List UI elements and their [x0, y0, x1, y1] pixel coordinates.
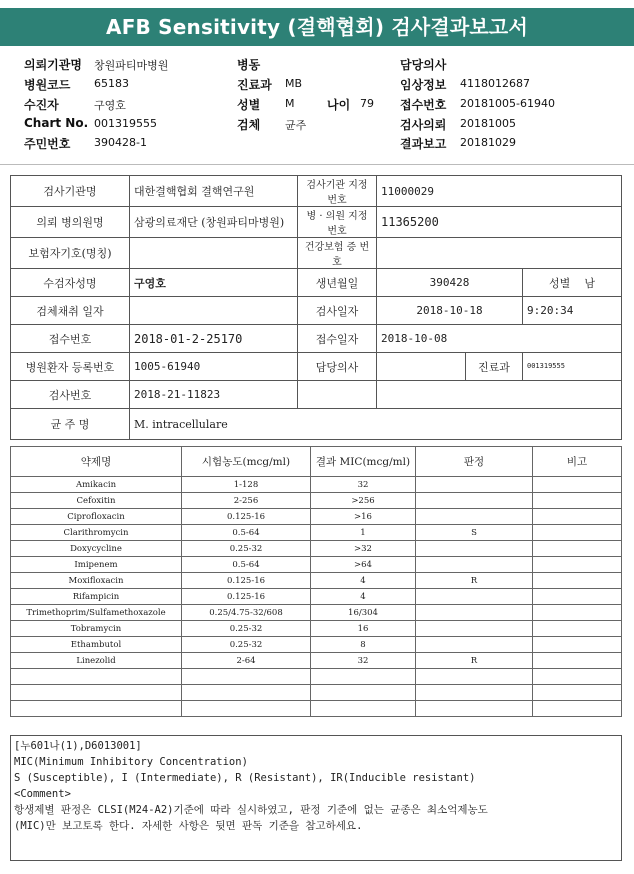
- code-label: 병원코드: [24, 78, 71, 92]
- range-cell: 0.25-32: [182, 621, 311, 637]
- hosp-reg-value: 1005-61940: [130, 353, 298, 381]
- range-cell: 0.125-16: [182, 573, 311, 589]
- interp-cell: [416, 509, 533, 525]
- patient-header: [0, 46, 634, 164]
- drug-cell: Imipenem: [11, 557, 182, 573]
- resident-value: 390428-1: [94, 136, 147, 149]
- interp-cell: [416, 557, 533, 573]
- interp-cell: [416, 621, 533, 637]
- remark-cell: [533, 525, 622, 541]
- col-range: 시험농도(mcg/ml): [182, 447, 311, 477]
- resident-label: 주민번호: [24, 137, 71, 151]
- table-row: [11, 653, 622, 669]
- drug-cell: Doxycycline: [11, 541, 182, 557]
- age-label: 나이: [327, 98, 351, 112]
- drug-cell: [11, 701, 182, 717]
- results-table: [10, 446, 622, 717]
- remark-cell: [533, 701, 622, 717]
- hospital-label: 의뢰기관명: [24, 58, 82, 72]
- health-label: 건강보험 증 번 호: [298, 238, 377, 269]
- table-row: [11, 621, 622, 637]
- receipt-date-value: 2018-10-08: [377, 325, 622, 353]
- clinical-label: 임상정보: [400, 78, 447, 92]
- range-cell: 0.125-16: [182, 589, 311, 605]
- remark-cell: [533, 477, 622, 493]
- drug-cell: Trimethoprim/Sulfamethoxazole: [11, 605, 182, 621]
- request-value: 20181005: [460, 117, 516, 130]
- organism-label: 균 주 명: [11, 409, 130, 440]
- collect-value: [130, 297, 298, 325]
- table-row: [11, 573, 622, 589]
- interp-cell: [416, 685, 533, 701]
- mic-cell: 8: [311, 637, 416, 653]
- range-cell: 0.25-32: [182, 637, 311, 653]
- form-doctor-label: 담당의사: [298, 353, 377, 381]
- range-cell: [182, 669, 311, 685]
- remark-cell: [533, 557, 622, 573]
- note-line: MIC(Minimum Inhibitory Concentration): [14, 756, 248, 768]
- table-row: [11, 493, 622, 509]
- ward-label: 병동: [237, 58, 261, 72]
- request-label: 검사의뢰: [400, 118, 447, 132]
- insured-value: [130, 238, 298, 269]
- drug-cell: Amikacin: [11, 477, 182, 493]
- doctor-label: 담당의사: [400, 58, 447, 72]
- age-value: 79: [360, 97, 374, 110]
- req-code-value: 11365200: [377, 207, 622, 238]
- range-cell: 1-128: [182, 477, 311, 493]
- table-row: [11, 701, 622, 717]
- interp-cell: [416, 605, 533, 621]
- test-date-value: 2018-10-18: [377, 297, 523, 325]
- patient-label: 수진자: [24, 98, 59, 112]
- range-cell: 0.125-16: [182, 509, 311, 525]
- birth-value: 390428: [377, 269, 523, 297]
- specimen-label: 검체: [237, 118, 261, 132]
- range-cell: 2-256: [182, 493, 311, 509]
- remark-cell: [533, 637, 622, 653]
- room-label: 진료과: [466, 353, 523, 381]
- interp-cell: [416, 541, 533, 557]
- test-date-label: 검사일자: [298, 297, 377, 325]
- drug-cell: Clarithromycin: [11, 525, 182, 541]
- range-cell: [182, 701, 311, 717]
- mic-cell: 32: [311, 477, 416, 493]
- sex-value: M: [285, 97, 295, 110]
- interp-cell: S: [416, 525, 533, 541]
- form-doctor-value: [377, 353, 466, 381]
- mic-cell: >16: [311, 509, 416, 525]
- range-cell: 0.5-64: [182, 525, 311, 541]
- specimen-value: 균주: [285, 119, 307, 132]
- lab-value: 대한결핵협회 결핵연구원: [130, 176, 298, 207]
- mic-cell: 4: [311, 573, 416, 589]
- empty-cell: [377, 381, 622, 409]
- remark-cell: [533, 493, 622, 509]
- interp-cell: [416, 477, 533, 493]
- interp-cell: R: [416, 653, 533, 669]
- interp-cell: [416, 701, 533, 717]
- drug-cell: Cefoxitin: [11, 493, 182, 509]
- info-table: [10, 175, 622, 440]
- mic-cell: >64: [311, 557, 416, 573]
- drug-cell: Ethambutol: [11, 637, 182, 653]
- clinical-value: 4118012687: [460, 77, 530, 90]
- interp-cell: [416, 589, 533, 605]
- drug-cell: [11, 685, 182, 701]
- remark-cell: [533, 589, 622, 605]
- mic-cell: 4: [311, 589, 416, 605]
- note-line: 항생제별 판정은 CLSI(M24-A2)기준에 따라 실시하였고, 판정 기준에 없는 균종은 최소억제농도: [14, 804, 488, 816]
- table-row: [11, 525, 622, 541]
- table-row: [11, 477, 622, 493]
- patient-value: 구영호: [94, 99, 126, 112]
- mic-cell: 16: [311, 621, 416, 637]
- test-time-value: 9:20:34: [523, 297, 622, 325]
- hospital-value: 창원파티마병원: [94, 59, 169, 72]
- mic-cell: [311, 669, 416, 685]
- table-row: [11, 509, 622, 525]
- interp-cell: [416, 493, 533, 509]
- empty-cell: [298, 381, 377, 409]
- table-row: [11, 589, 622, 605]
- remark-cell: [533, 621, 622, 637]
- mic-cell: 16/304: [311, 605, 416, 621]
- form-sex-value: 남: [584, 276, 595, 290]
- remark-cell: [533, 685, 622, 701]
- header-divider: [0, 164, 634, 165]
- remark-cell: [533, 509, 622, 525]
- receipt-label-form: 접수번호: [11, 325, 130, 353]
- lab-code-value: 11000029: [377, 176, 622, 207]
- hosp-reg-label: 병원환자 등록번호: [11, 353, 130, 381]
- range-cell: 0.25/4.75-32/608: [182, 605, 311, 621]
- note-line: (MIC)만 보고토록 한다. 자세한 사항은 뒷면 판독 기준을 참고하세요.: [14, 820, 363, 832]
- req-hosp-label: 의뢰 병의원명: [11, 207, 130, 238]
- birth-label: 생년월일: [298, 269, 377, 297]
- dept-value: MB: [285, 77, 303, 90]
- sex-label: 성별: [237, 98, 261, 112]
- col-interp: 판정: [416, 447, 533, 477]
- lab-label: 검사기관명: [11, 176, 130, 207]
- health-value: [377, 238, 622, 269]
- range-cell: 0.25-32: [182, 541, 311, 557]
- report-value: 20181029: [460, 136, 516, 149]
- lab-code-label: 검사기관 지정번호: [298, 176, 377, 207]
- receipt-value-form: 2018-01-2-25170: [130, 325, 298, 353]
- report-label: 결과보고: [400, 137, 447, 151]
- table-row: [11, 685, 622, 701]
- mic-cell: >32: [311, 541, 416, 557]
- table-row: [11, 637, 622, 653]
- col-remark: 비고: [533, 447, 622, 477]
- drug-cell: Moxifloxacin: [11, 573, 182, 589]
- chart-value: 001319555: [94, 117, 157, 130]
- col-drug: 약제명: [11, 447, 182, 477]
- interp-cell: R: [416, 573, 533, 589]
- name-value: 구영호: [130, 269, 298, 297]
- remark-cell: [533, 541, 622, 557]
- receipt-label: 접수번호: [400, 98, 447, 112]
- test-no-label: 검사번호: [11, 381, 130, 409]
- req-code-label: 병 · 의원 지정번호: [298, 207, 377, 238]
- receipt-value: 20181005-61940: [460, 97, 555, 110]
- note-line: [누601나(1),D6013001]: [14, 740, 142, 752]
- note-line: S (Susceptible), I (Intermediate), R (Resistant), IR(Inducible resistant): [14, 772, 476, 784]
- interp-cell: [416, 637, 533, 653]
- collect-label: 검체채취 일자: [11, 297, 130, 325]
- remark-cell: [533, 573, 622, 589]
- range-cell: 2-64: [182, 653, 311, 669]
- dept-label: 진료과: [237, 78, 272, 92]
- drug-cell: Ciprofloxacin: [11, 509, 182, 525]
- req-hosp-value: 삼광의료재단 (창원파티마병원): [130, 207, 298, 238]
- range-cell: 0.5-64: [182, 557, 311, 573]
- drug-cell: Tobramycin: [11, 621, 182, 637]
- form-sex: [523, 269, 622, 297]
- drug-cell: [11, 669, 182, 685]
- table-row: [11, 669, 622, 685]
- form-sex-label: 성별: [549, 276, 571, 290]
- mic-cell: [311, 685, 416, 701]
- chart-label: Chart No.: [24, 116, 89, 130]
- code-value: 65183: [94, 77, 129, 90]
- report-title: AFB Sensitivity (결핵협회) 검사결과보고서: [0, 8, 634, 46]
- test-no-value: 2018-21-11823: [130, 381, 298, 409]
- drug-cell: Rifampicin: [11, 589, 182, 605]
- interp-cell: [416, 669, 533, 685]
- table-row: [11, 557, 622, 573]
- name-label: 수검자성명: [11, 269, 130, 297]
- room-value: 001319555: [523, 353, 622, 381]
- table-row: [11, 605, 622, 621]
- range-cell: [182, 685, 311, 701]
- remark-cell: [533, 669, 622, 685]
- note-line: <Comment>: [14, 788, 71, 800]
- remark-cell: [533, 605, 622, 621]
- col-mic: 결과 MIC(mcg/ml): [311, 447, 416, 477]
- drug-cell: Linezolid: [11, 653, 182, 669]
- mic-cell: >256: [311, 493, 416, 509]
- insured-label: 보험자기호(명칭): [11, 238, 130, 269]
- organism-value: M. intracellulare: [130, 409, 622, 440]
- mic-cell: 32: [311, 653, 416, 669]
- receipt-date-label: 접수일자: [298, 325, 377, 353]
- mic-cell: 1: [311, 525, 416, 541]
- table-row: [11, 541, 622, 557]
- mic-cell: [311, 701, 416, 717]
- comment-box: [10, 735, 622, 861]
- remark-cell: [533, 653, 622, 669]
